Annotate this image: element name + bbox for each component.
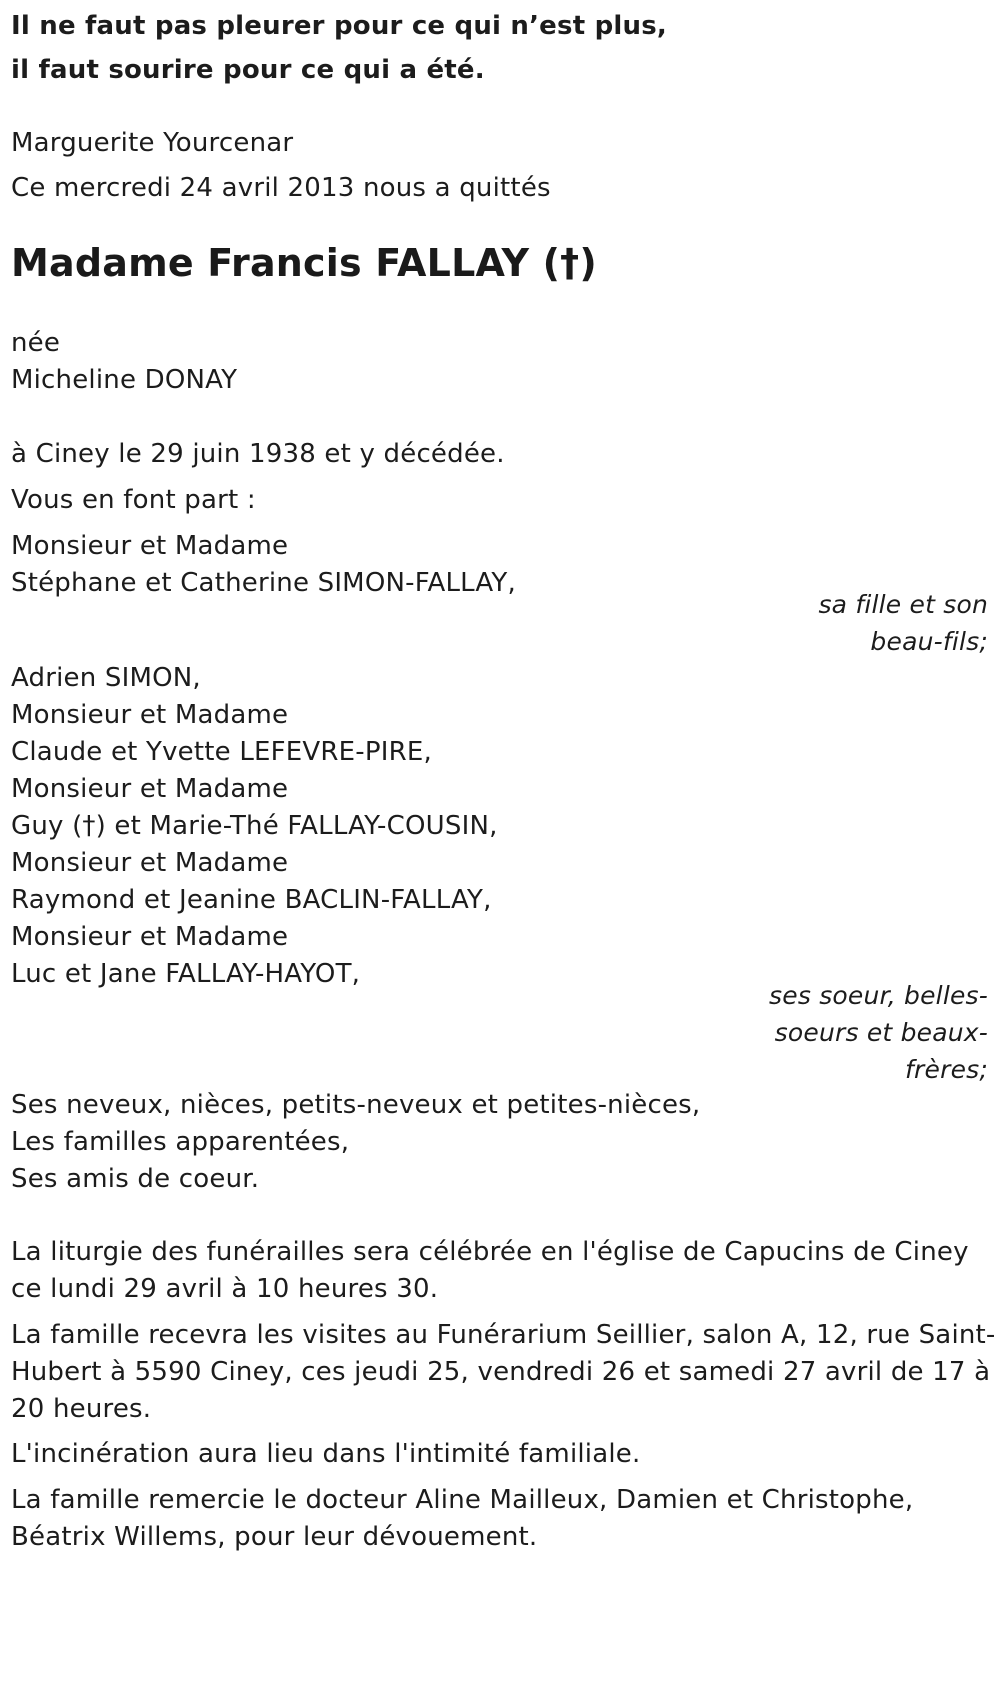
quote-line-1: Il ne faut pas pleurer pour ce qui n’est plus, [11,11,667,41]
birth-death: à Ciney le 29 juin 1938 et y décédée. [11,439,505,469]
family-3-line: Ses amis de coeur. [11,1164,260,1194]
family-2-relation: ses soeur, belles- [769,981,988,1010]
family-3-line: Les familles apparentées, [11,1127,350,1157]
thanks-line: La famille remercie le docteur Aline Mailleux, Damien et Christophe, [11,1485,914,1515]
maiden-name: Micheline DONAY [11,365,238,395]
liturgy-line: ce lundi 29 avril à 10 heures 30. [11,1274,439,1304]
family-1-line: Monsieur et Madame [11,531,289,561]
family-1-relation: sa fille et son [818,590,988,619]
cremation-line: L'incinération aura lieu dans l'intimité familiale. [11,1439,641,1469]
family-2-line: Monsieur et Madame [11,848,289,878]
family-2-line: Adrien SIMON, [11,663,201,693]
family-2-line: Monsieur et Madame [11,700,289,730]
family-2-relation: soeurs et beaux- [774,1018,988,1047]
visits-line: 20 heures. [11,1394,152,1424]
family-1-relation: beau-fils; [870,627,988,656]
family-2-relation: frères; [905,1055,988,1084]
liturgy-line: La liturgie des funérailles sera célébrée en l'église de Capucins de Ciney [11,1237,969,1267]
quote-line-2: il faut sourire pour ce qui a été. [11,55,485,85]
family-3-line: Ses neveux, nièces, petits-neveux et petites-nièces, [11,1090,701,1120]
family-2-line: Raymond et Jeanine BACLIN-FALLAY, [11,885,492,915]
family-2-line: Luc et Jane FALLAY-HAYOT, [11,959,361,989]
deceased-name: Madame Francis FALLAY (†) [11,241,597,285]
family-2-line: Monsieur et Madame [11,922,289,952]
notice-intro: Vous en font part : [11,485,256,515]
family-2-line: Claude et Yvette LEFEVRE-PIRE, [11,737,432,767]
visits-line: La famille recevra les visites au Funérarium Seillier, salon A, 12, rue Saint- [11,1320,996,1350]
family-2-line: Guy (†) et Marie-Thé FALLAY-COUSIN, [11,811,498,841]
visits-line: Hubert à 5590 Ciney, ces jeudi 25, vendredi 26 et samedi 27 avril de 17 à [11,1357,991,1387]
thanks-line: Béatrix Willems, pour leur dévouement. [11,1522,538,1552]
announcement: Ce mercredi 24 avril 2013 nous a quittés [11,173,551,203]
quote-author: Marguerite Yourcenar [11,128,294,158]
family-2-line: Monsieur et Madame [11,774,289,804]
family-1-line: Stéphane et Catherine SIMON-FALLAY, [11,568,516,598]
born-label: née [11,328,61,358]
